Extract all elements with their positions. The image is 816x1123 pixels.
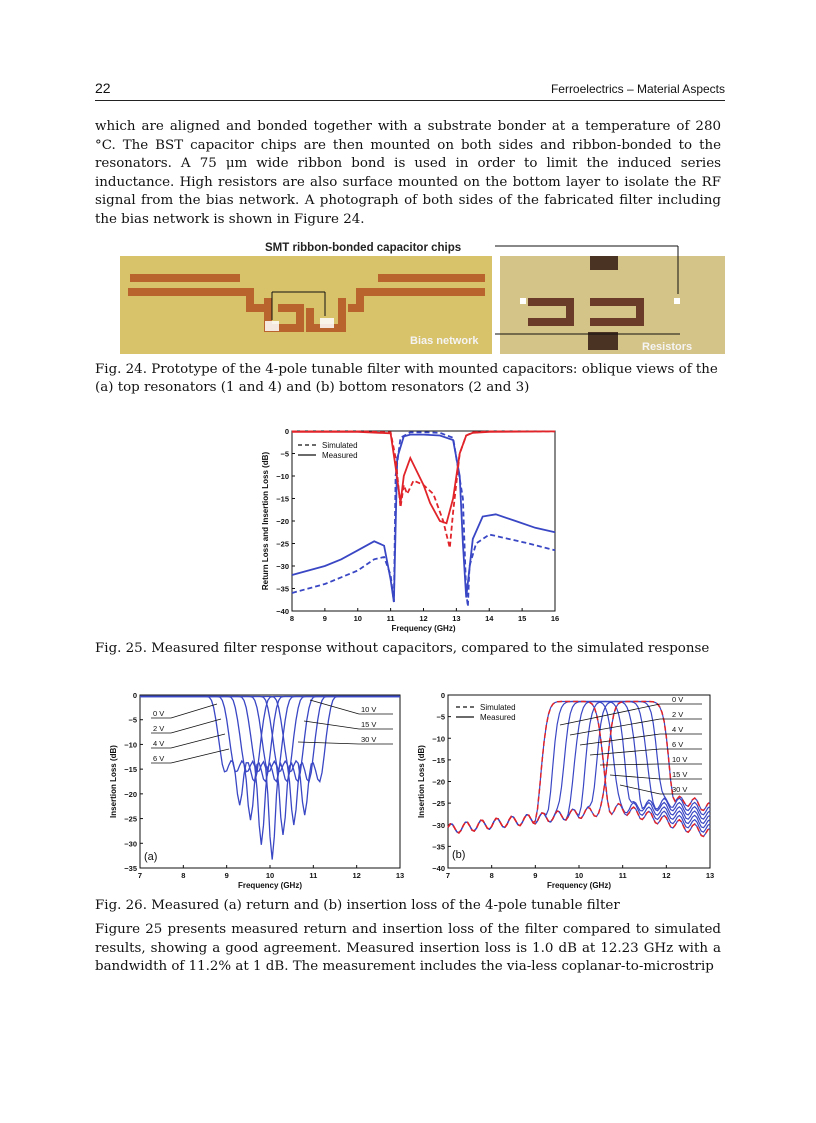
x-tick-label: 12 (419, 614, 428, 623)
annotation-leader (171, 749, 229, 763)
x-tick-label: 11 (386, 614, 395, 623)
body-paragraph-2: Figure 25 presents measured return and insertion loss of the filter compared to simulated results, showing a good agreement. Measured insertion loss is 1.0 dB at 12.23 GHz with a bandwidth of 11.2% at 1 dB. The measurement includes the via-less coplanar-to-microstrip (95, 922, 721, 975)
y-tick-label: −20 (432, 777, 445, 787)
y-tick-label: −40 (432, 864, 445, 873)
y-tick-label: −30 (432, 820, 445, 830)
annotation-label: 0 V (672, 695, 684, 704)
return-loss-curve-1 (140, 697, 400, 821)
y-tick-label: 0 (440, 691, 445, 700)
y-tick-label: −25 (124, 814, 137, 824)
x-tick-label: 13 (395, 871, 405, 880)
annotation-label: 6 V (153, 754, 165, 763)
x-tick-label: 7 (137, 871, 143, 880)
y-axis-label: Insertion Loss (dB) (417, 745, 426, 818)
x-tick-label: 10 (353, 614, 362, 623)
y-tick-label: 0 (132, 691, 137, 700)
y-tick-label: −25 (276, 539, 289, 549)
figure-24-photo (120, 236, 725, 356)
callout-smt-label: SMT ribbon-bonded capacitor chips (265, 242, 462, 254)
annotation-label: 2 V (153, 724, 165, 733)
y-tick-label: −25 (432, 799, 445, 809)
y-tick-label: −10 (432, 734, 445, 744)
x-tick-label: 14 (485, 614, 494, 623)
page-number: 22 (95, 80, 111, 96)
annotation-leader (600, 764, 660, 765)
y-tick-label: −35 (432, 842, 445, 852)
x-tick-label: 12 (352, 871, 361, 880)
capacitor-chip-1 (265, 321, 279, 331)
body-paragraph-1: which are aligned and bonded together with a substrate bonder at a temperature of 280 °C. The BST capacitor chips are then mounted on both sides and ribbon-bonded to the resonators. A 75 μm wide ribbon bond is used in order to limit the induced series inductance. High resistors are also surface mounted on the bottom layer to isolate the RF signal from the bias network. A photograph of both sides of the fabricated filter including the bias network is shown in Figure 24. (95, 119, 721, 227)
annotation-label: 30 V (361, 735, 377, 744)
figure-24-caption: Fig. 24. Prototype of the 4-pole tunable filter with mounted capacitors: oblique views of the (a) top resonators (1 and 4) and (b) bottom resonators (2 and 3) (95, 362, 718, 396)
annotation-label: 6 V (672, 740, 684, 749)
y-tick-label: −5 (436, 712, 445, 722)
resistor-bottom (588, 332, 618, 350)
y-tick-label: −15 (276, 494, 289, 504)
y-tick-label: −10 (124, 740, 137, 750)
annotation-leader (304, 721, 359, 729)
annotation-label: 4 V (153, 739, 165, 748)
annotation-label: 4 V (672, 725, 684, 734)
annotation-label: 0 V (153, 709, 165, 718)
y-tick-label: −35 (276, 584, 289, 594)
x-tick-label: 10 (574, 871, 584, 880)
y-tick-label: −40 (276, 607, 289, 616)
y-axis-label: Return Loss and Insertion Loss (dB) (261, 451, 270, 591)
legend-simulated-label: Simulated (322, 441, 358, 450)
x-tick-label: 13 (705, 871, 715, 880)
annotation-label: 15 V (361, 720, 377, 729)
y-tick-label: −5 (128, 715, 137, 725)
annotation-leader (171, 704, 217, 718)
figure-26a-chart (105, 685, 410, 895)
x-tick-label: 8 (289, 614, 295, 623)
panel-label: (b) (452, 849, 466, 861)
running-header (95, 80, 725, 101)
x-tick-label: 8 (489, 871, 494, 880)
annotation-leader (310, 700, 359, 714)
y-tick-label: −20 (124, 789, 137, 799)
capacitor-chip-2 (320, 318, 334, 328)
y-tick-label: −15 (124, 765, 137, 775)
figure-26-caption: Fig. 26. Measured (a) return and (b) insertion loss of the 4-pole tunable filter (95, 898, 620, 913)
book-title: Ferroelectrics – Material Aspects (550, 82, 725, 96)
y-tick-label: −30 (276, 562, 289, 571)
legend-measured-label: Measured (480, 713, 516, 722)
annotation-label: 10 V (672, 755, 688, 764)
x-tick-label: 8 (181, 871, 186, 880)
y-tick-label: −35 (124, 864, 137, 873)
annotation-leader (570, 719, 660, 735)
legend (456, 703, 516, 722)
x-axis-label: Frequency (GHz) (391, 624, 456, 633)
y-tick-label: −15 (432, 755, 445, 765)
legend-simulated-label: Simulated (480, 703, 516, 712)
annotation-label: 30 V (672, 785, 688, 794)
callout-bias-label: Bias network (410, 335, 479, 347)
figure-25-chart (250, 421, 570, 637)
annotation-leader (620, 785, 660, 794)
y-tick-label: 0 (284, 427, 289, 436)
x-tick-label: 12 (662, 871, 671, 880)
annotation-leader (171, 734, 225, 748)
x-tick-label: 9 (322, 614, 327, 623)
annotation-leader (298, 742, 359, 744)
y-axis-label: Insertion Loss (dB) (109, 745, 118, 818)
x-tick-label: 11 (618, 871, 627, 880)
x-axis-label: Frequency (GHz) (546, 881, 612, 890)
y-tick-label: −20 (276, 517, 289, 526)
annotation-leader (580, 734, 660, 745)
figure-25-caption: Fig. 25. Measured filter response without capacitors, compared to the simulated response (95, 641, 710, 656)
callout-resistors-label: Resistors (642, 341, 693, 353)
x-tick-label: 15 (517, 614, 527, 623)
resistor-top (590, 256, 618, 270)
x-tick-label: 9 (533, 871, 538, 880)
annotation-leader (171, 719, 221, 733)
annotation-leader (610, 775, 660, 779)
y-tick-label: −5 (280, 449, 289, 459)
x-tick-label: 9 (224, 871, 229, 880)
x-tick-label: 10 (265, 871, 275, 880)
legend-measured-label: Measured (322, 451, 358, 460)
x-axis-label: Frequency (GHz) (237, 881, 303, 890)
annotation-leader (590, 749, 660, 755)
legend (298, 441, 358, 460)
annotation-label: 15 V (672, 770, 688, 779)
capacitor-chip-3 (520, 298, 526, 304)
x-tick-label: 7 (445, 871, 451, 880)
y-tick-label: −10 (276, 472, 289, 481)
panel-label: (a) (144, 851, 158, 863)
figure-26b-chart (410, 685, 720, 895)
x-tick-label: 16 (550, 614, 560, 623)
x-tick-label: 13 (452, 614, 461, 623)
y-tick-label: −30 (124, 839, 137, 849)
annotation-label: 10 V (361, 705, 377, 714)
capacitor-chip-4 (674, 298, 680, 304)
x-tick-label: 11 (309, 871, 318, 880)
annotation-label: 2 V (672, 710, 684, 719)
